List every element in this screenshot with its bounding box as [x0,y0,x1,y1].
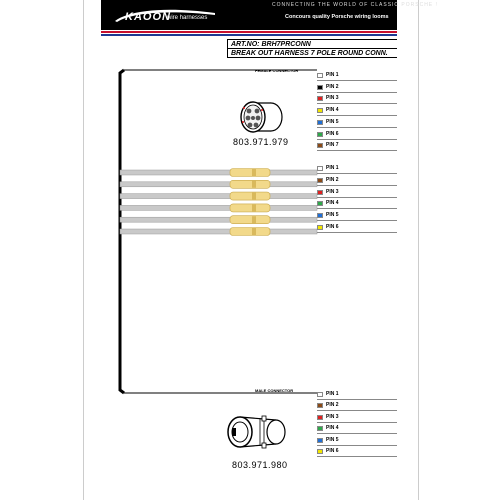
breakout-pin-row [317,188,397,199]
pin-color-swatch [317,438,323,443]
breakout-pin-row [317,199,397,210]
female-pin-row [317,106,397,117]
breakout-wires [120,169,317,236]
pin-label: PIN 5 [326,212,339,219]
breakout-wire [120,217,317,222]
pin-underline [317,150,397,151]
female-connector-drawing [241,102,282,132]
breakout-wire [120,194,317,199]
male-pin-row [317,424,397,435]
pin-label: PIN 1 [326,165,339,171]
breakout-pin-row [317,223,397,234]
pin-label: PIN 4 [326,200,339,207]
female-pin-row [317,83,397,94]
pin-label: PIN 2 [326,83,339,90]
pin-underline [317,92,397,93]
pin-underline [317,173,397,174]
pin-color-swatch [317,166,323,171]
pin-color-swatch [317,403,323,408]
pin-color-swatch [317,85,323,90]
crimp-band [252,169,256,176]
crimp-terminal [230,169,270,177]
pin-underline [317,208,397,209]
brand-name: KAOON [125,11,171,23]
pin-label: PIN 5 [326,436,339,443]
male-pin-row [317,401,397,412]
pin-label: PIN 4 [326,425,339,432]
crimp-terminal [230,216,270,224]
pin-underline [317,127,397,128]
pin-color-swatch [317,73,323,78]
pin-color-swatch [317,190,323,195]
pin-label: PIN 2 [326,402,339,409]
pin-color-swatch [317,143,323,148]
crimp-band [252,204,256,211]
breakout-wire [120,182,317,187]
pin-underline [317,410,397,411]
pin-label: PIN 6 [326,448,339,454]
breakout-pin-row [317,211,397,222]
brand-subtitle: wire harnesses [167,15,208,21]
pin-label: PIN 3 [326,188,339,195]
breakout-wire [120,205,317,210]
pin-label: PIN 2 [326,176,339,183]
pin-color-swatch [317,132,323,137]
crimp-band [252,181,256,188]
male-pin-row [317,390,397,401]
pin-underline [317,445,397,446]
pin-underline [317,220,397,221]
male-pin-row [317,413,397,424]
female-pin-row [317,71,397,82]
male-connector-label: MALE CONNECTOR [255,388,294,393]
male-pin-row [317,447,397,458]
article-number: ART.NO: BRH7PRCONN [227,39,397,49]
pin-label: PIN 7 [326,142,339,149]
female-pin-row [317,118,397,129]
pin-color-swatch [317,178,323,183]
female-connector-label: FEMALE CONNECTOR [255,68,299,73]
breakout-pin-row [317,176,397,187]
female-pin-row [317,94,397,105]
pin-color-swatch [317,108,323,113]
female-pin-row [317,141,397,152]
pin-underline [317,185,397,186]
pin-label: PIN 1 [326,72,339,78]
pin-label: PIN 6 [326,224,339,230]
pin-underline [317,456,397,457]
harness-description: BREAK OUT HARNESS 7 POLE ROUND CONN. [227,48,397,58]
pin-color-swatch [317,415,323,420]
breakout-pin-row [317,164,397,175]
female-part-number: 803.971.979 [233,137,289,147]
pin-underline [317,433,397,434]
breakout-wire [120,170,317,175]
pin-label: PIN 5 [326,118,339,125]
pin-label: PIN 4 [326,107,339,114]
pin-color-swatch [317,225,323,230]
crimp-terminal [230,228,270,236]
pin-color-swatch [317,201,323,206]
male-part-number: 803.971.980 [232,460,288,470]
pin-underline [317,422,397,423]
pin-underline [317,197,397,198]
header-subline: Concours quality Porsche wiring looms [285,14,389,20]
crimp-band [252,216,256,223]
female-pin-row [317,130,397,141]
pin-underline [317,139,397,140]
pin-color-swatch [317,392,323,397]
crimp-band [252,228,256,235]
crimp-terminal [230,180,270,188]
pin-underline [317,232,397,233]
breakout-wire [120,229,317,234]
male-connector-drawing [228,416,285,448]
pin-underline [317,399,397,400]
pin-color-swatch [317,120,323,125]
pin-label: PIN 1 [326,391,339,397]
pin-label: PIN 3 [326,95,339,102]
pin-underline [317,103,397,104]
crimp-band [252,193,256,200]
header-tagline: CONNECTING THE WORLD OF CLASSIC PORSCHE ! [272,2,438,8]
pin-color-swatch [317,96,323,101]
pin-color-swatch [317,449,323,454]
pin-label: PIN 3 [326,413,339,420]
pin-color-swatch [317,213,323,218]
pin-underline [317,115,397,116]
crimp-terminal [230,192,270,200]
pin-underline [317,80,397,81]
male-pin-row [317,436,397,447]
pin-label: PIN 6 [326,130,339,137]
pin-color-swatch [317,426,323,431]
crimp-terminal [230,204,270,212]
